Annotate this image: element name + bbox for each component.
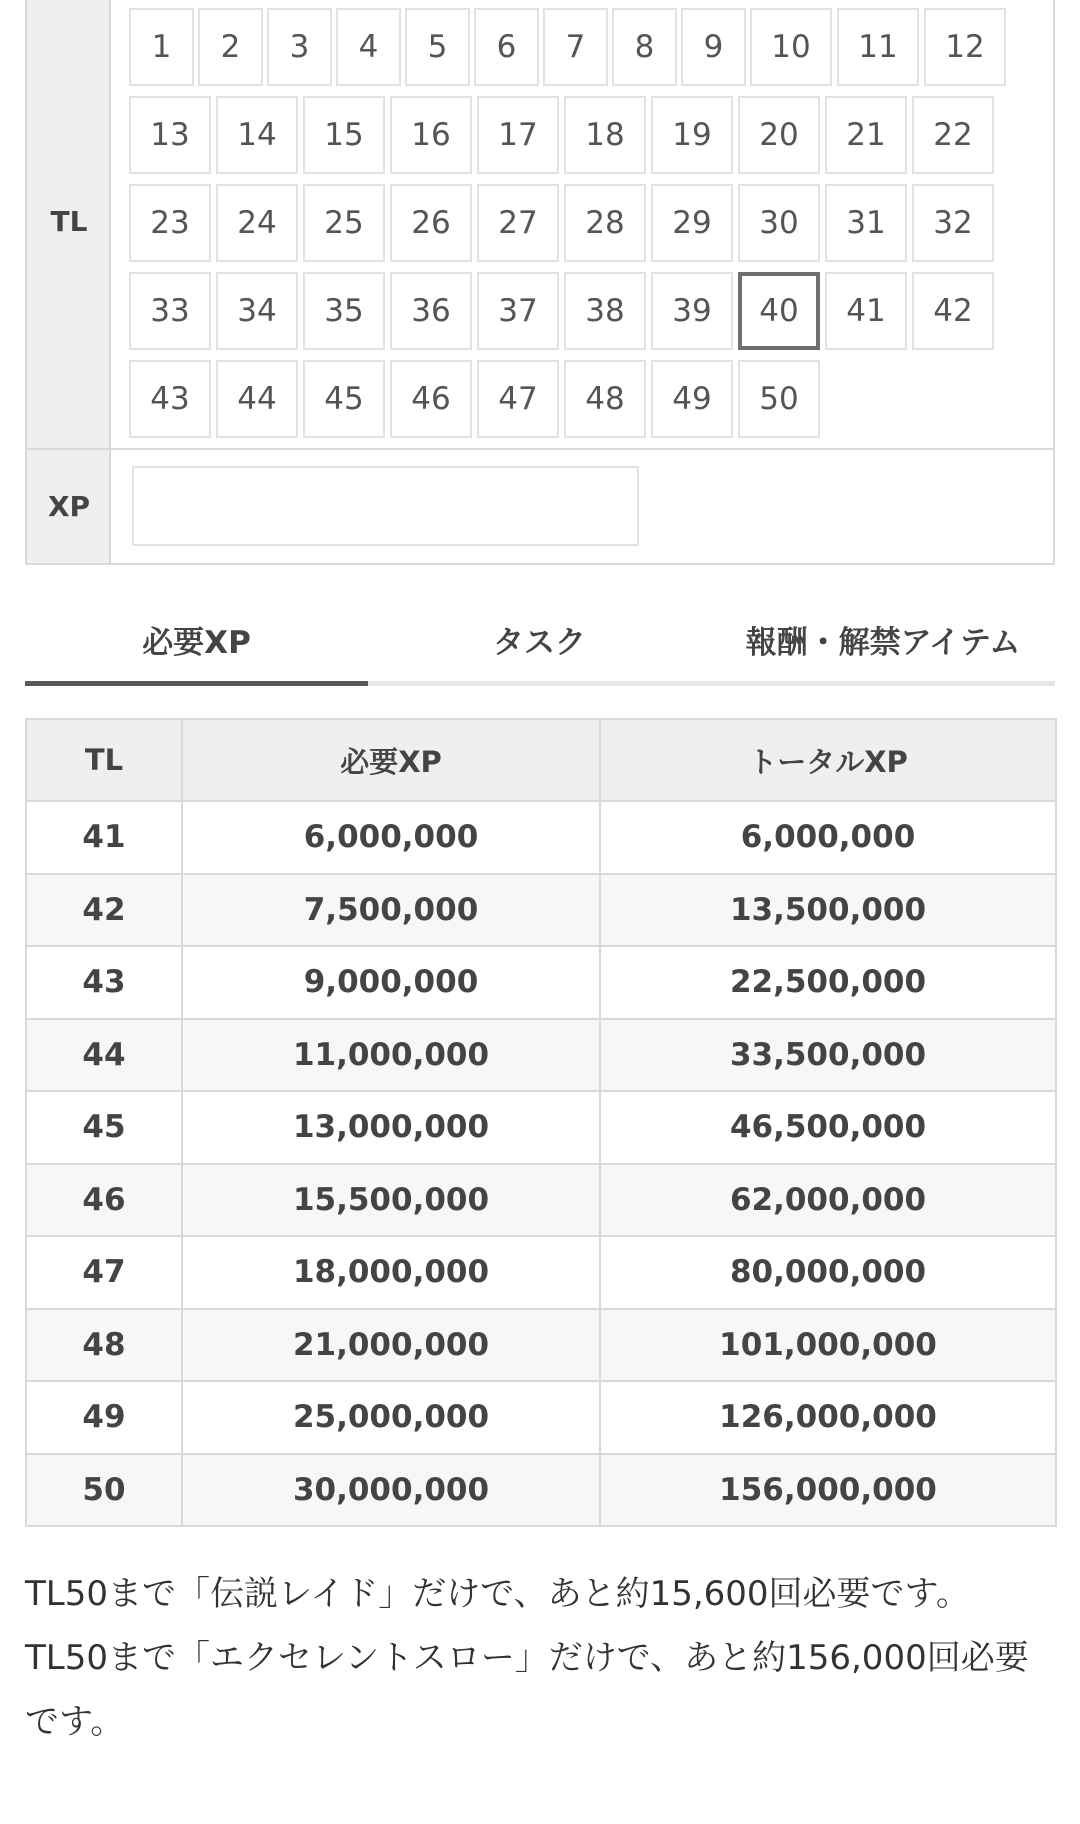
cell-tl: 50 [26, 1454, 182, 1527]
xp-input[interactable] [132, 466, 639, 546]
note-legendary-raid: TL50まで「伝説レイド」だけで、あと約15,600回必要です。 [25, 1574, 970, 1614]
notes [25, 1562, 1055, 1754]
level-button-40[interactable]: 40 [738, 272, 820, 350]
cell-required-xp: 7,500,000 [182, 874, 600, 947]
level-button-39[interactable]: 39 [651, 272, 733, 350]
level-button-25[interactable]: 25 [303, 184, 385, 262]
header-required-xp: 必要XP [182, 719, 600, 801]
level-button-2[interactable]: 2 [198, 8, 263, 86]
level-button-42[interactable]: 42 [912, 272, 994, 350]
cell-required-xp: 25,000,000 [182, 1381, 600, 1454]
cell-required-xp: 9,000,000 [182, 946, 600, 1019]
xp-table [25, 718, 1057, 1527]
level-button-16[interactable]: 16 [390, 96, 472, 174]
cell-tl: 43 [26, 946, 182, 1019]
row-divider [27, 448, 1053, 450]
table-row [26, 874, 1056, 947]
tl-label: TL [50, 205, 88, 238]
level-button-41[interactable]: 41 [825, 272, 907, 350]
tab-bar [25, 600, 1055, 688]
cell-total-xp: 156,000,000 [600, 1454, 1056, 1527]
level-button-50[interactable]: 50 [738, 360, 820, 438]
cell-tl: 44 [26, 1019, 182, 1092]
table-row [26, 946, 1056, 1019]
level-button-6[interactable]: 6 [474, 8, 539, 86]
cell-tl: 42 [26, 874, 182, 947]
level-button-33[interactable]: 33 [129, 272, 211, 350]
tab-tasks[interactable]: タスク [493, 624, 586, 661]
level-button-13[interactable]: 13 [129, 96, 211, 174]
header-total-xp: トータルXP [600, 719, 1056, 801]
cell-required-xp: 13,000,000 [182, 1091, 600, 1164]
level-button-15[interactable]: 15 [303, 96, 385, 174]
level-button-44[interactable]: 44 [216, 360, 298, 438]
table-row [26, 1164, 1056, 1237]
level-button-5[interactable]: 5 [405, 8, 470, 86]
level-button-7[interactable]: 7 [543, 8, 608, 86]
cell-tl: 46 [26, 1164, 182, 1237]
level-button-37[interactable]: 37 [477, 272, 559, 350]
level-selector-panel [25, 0, 1055, 565]
level-button-8[interactable]: 8 [612, 8, 677, 86]
table-row [26, 1454, 1056, 1527]
level-button-1[interactable]: 1 [129, 8, 194, 86]
cell-required-xp: 21,000,000 [182, 1309, 600, 1382]
level-button-3[interactable]: 3 [267, 8, 332, 86]
xp-label-cell [27, 450, 111, 563]
table-row [26, 1381, 1056, 1454]
level-button-4[interactable]: 4 [336, 8, 401, 86]
level-button-38[interactable]: 38 [564, 272, 646, 350]
cell-total-xp: 6,000,000 [600, 801, 1056, 874]
level-button-32[interactable]: 32 [912, 184, 994, 262]
cell-total-xp: 101,000,000 [600, 1309, 1056, 1382]
level-button-46[interactable]: 46 [390, 360, 472, 438]
level-button-10[interactable]: 10 [750, 8, 832, 86]
level-button-45[interactable]: 45 [303, 360, 385, 438]
level-button-36[interactable]: 36 [390, 272, 472, 350]
table-row [26, 1236, 1056, 1309]
level-button-26[interactable]: 26 [390, 184, 472, 262]
cell-total-xp: 22,500,000 [600, 946, 1056, 1019]
cell-total-xp: 126,000,000 [600, 1381, 1056, 1454]
level-button-34[interactable]: 34 [216, 272, 298, 350]
tab-required-xp[interactable]: 必要XP [142, 624, 251, 661]
tab-active-indicator [25, 681, 368, 686]
level-button-48[interactable]: 48 [564, 360, 646, 438]
cell-required-xp: 18,000,000 [182, 1236, 600, 1309]
level-button-49[interactable]: 49 [651, 360, 733, 438]
level-button-47[interactable]: 47 [477, 360, 559, 438]
tl-label-cell [27, 0, 111, 448]
header-tl: TL [26, 719, 182, 801]
cell-total-xp: 80,000,000 [600, 1236, 1056, 1309]
cell-tl: 47 [26, 1236, 182, 1309]
level-button-28[interactable]: 28 [564, 184, 646, 262]
level-button-12[interactable]: 12 [924, 8, 1006, 86]
cell-tl: 48 [26, 1309, 182, 1382]
cell-required-xp: 30,000,000 [182, 1454, 600, 1527]
level-button-18[interactable]: 18 [564, 96, 646, 174]
cell-total-xp: 13,500,000 [600, 874, 1056, 947]
level-button-22[interactable]: 22 [912, 96, 994, 174]
level-button-17[interactable]: 17 [477, 96, 559, 174]
level-button-27[interactable]: 27 [477, 184, 559, 262]
level-button-24[interactable]: 24 [216, 184, 298, 262]
level-button-43[interactable]: 43 [129, 360, 211, 438]
cell-tl: 49 [26, 1381, 182, 1454]
cell-total-xp: 62,000,000 [600, 1164, 1056, 1237]
table-row [26, 1019, 1056, 1092]
level-button-29[interactable]: 29 [651, 184, 733, 262]
xp-label: XP [47, 490, 91, 523]
level-button-19[interactable]: 19 [651, 96, 733, 174]
level-button-14[interactable]: 14 [216, 96, 298, 174]
table-row [26, 801, 1056, 874]
tab-rewards[interactable]: 報酬・解禁アイテム [745, 624, 1021, 661]
table-row [26, 1309, 1056, 1382]
cell-total-xp: 46,500,000 [600, 1091, 1056, 1164]
level-button-30[interactable]: 30 [738, 184, 820, 262]
level-button-35[interactable]: 35 [303, 272, 385, 350]
level-button-23[interactable]: 23 [129, 184, 211, 262]
cell-required-xp: 6,000,000 [182, 801, 600, 874]
level-button-9[interactable]: 9 [681, 8, 746, 86]
level-button-31[interactable]: 31 [825, 184, 907, 262]
table-header-row [26, 719, 1056, 801]
cell-required-xp: 11,000,000 [182, 1019, 600, 1092]
level-button-11[interactable]: 11 [837, 8, 919, 86]
note-excellent-throw: TL50まで「エクセレントスロー」だけで、あと約156,000回必要です。 [25, 1638, 1029, 1742]
cell-required-xp: 15,500,000 [182, 1164, 600, 1237]
cell-total-xp: 33,500,000 [600, 1019, 1056, 1092]
table-row [26, 1091, 1056, 1164]
level-button-21[interactable]: 21 [825, 96, 907, 174]
cell-tl: 41 [26, 801, 182, 874]
level-button-20[interactable]: 20 [738, 96, 820, 174]
cell-tl: 45 [26, 1091, 182, 1164]
table-body [26, 801, 1056, 1526]
